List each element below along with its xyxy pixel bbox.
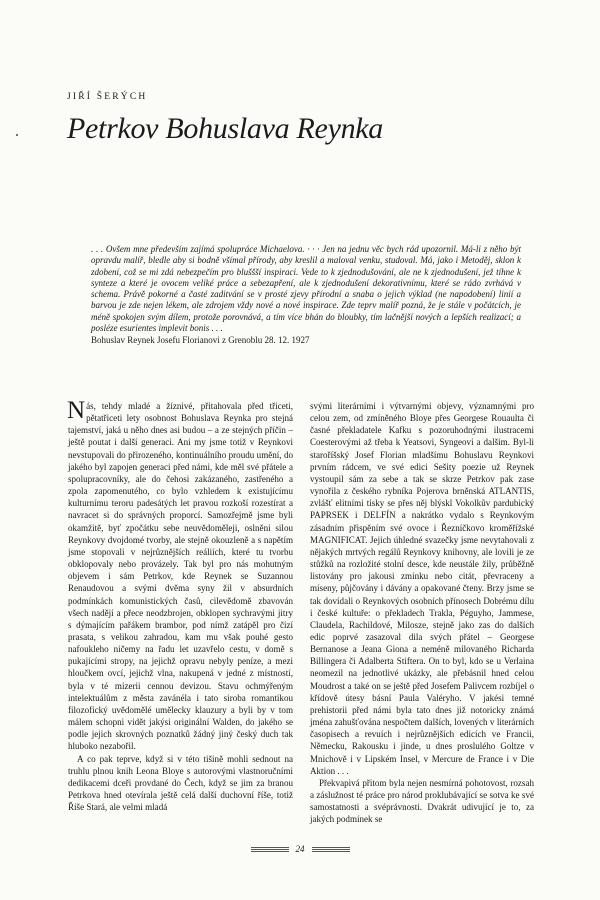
text-column-right (310, 400, 534, 825)
drop-cap: N (67, 397, 86, 424)
paragraph-text: ás, tehdy mladé a žíznivé, přitahovala před třiceti, pětatřiceti lety osobnost Bohuslava Reynka pro stejná tajemství, jaká u něho dnes asi budou – a ze stejných příčin – ještě poutat i další generaci. Ani my jsme totiž v Reynkovi nevstupovali do přirozeného, kontinuálního proudu umění, do jakého byl zapojen generaci před námi, kde měl své přátele a spolupracovníky, ale do čehosi zakázaného, zastřeného a zpola zapomenutého, co bylo vzhledem k existujícímu kulturnímu teroru padesátých let pravou rozkoší rozestírat a navracet si do správných proporcí. Samozřejmě jsme byli okamžitě, byť zpočátku sebe neuvědoměleji, oslněni silou Reynkovy dvojdomé tvorby, ale stejně okouzleně a s napětím jsme stopovali v nejrůznějších reáliích, které tu tvorbu obklopovaly nebo provázely. Tak byl pro nás mohutným objevem i sám Petrkov, kde Reynek se Suzannou Renaudovou a svými dvěma syny žil v absurdních podmínkách komunistických časů, cilevědomě zbavován všech nadějí a přece neodzbrojen, obklopen sychravými jitry s dýmajícím pařákem brambor, pod nímž zatápěl pro čízí prasata, s velikou zahradou, kam mu však pouhé gesto nafoukleho ničemy na řadu let uzavřelo cestu, v domě s pukajícími stropy, na jejichž opravu nebyly peníze, a mezi hloučkem ovcí, jejichž vlna, nakupená v jedné z místností, byla v té mizerii cennou devizou. Stavu ochmýřeným intelektuálům z města zavánéla i tato siroba romantikou filozofický uvědomělé umělecky klauzury a byli by v tom málem schopni vidět jakýsi originální Walden, do jakého se podle jejich skrovných poznatků žádný jiný český duch tak hluboko nezabořil. (68, 401, 293, 752)
paragraph (67, 397, 293, 753)
scan-speck (16, 134, 18, 136)
author-name: JIŘÍ ŠERÝCH (67, 92, 148, 102)
ornament-rule-left (251, 847, 289, 852)
paragraph: Překvapivá přitom byla nejen nesmírná pohotovost, rozsah a záslužnost té práce pro národ proklubávající se sotva ke své samostatnosti a svéprávnosti. Dvakrát udivující je to, za jakých podmínek se (310, 777, 534, 825)
paragraph: A co pak teprve, když si v této tišině mohli sednout na truhlu plnou knih Leona Bloye s autorovými vlastnoručními dedikacemi dceři provdané do Čech, když se jim za branou Petrkova hned otevírala ještě celá další duchovní říše, totiž Říše Stará, ale velmi mladá (68, 753, 293, 813)
epigraph (91, 244, 521, 347)
epigraph-signature: Bohuslav Reynek Josefu Florianovi z Grenoblu 28. 12. 1927 (91, 335, 310, 346)
article-title: Petrkov Bohuslava Reynka (67, 112, 384, 145)
text-column-left (67, 397, 293, 813)
epigraph-text: . . . Ovšem mne především zajímá spolupráce Michaelova. · · · Jen na jednu věc bych rád upozornil. Má-li z něho být opravdu malíř, bledle aby si bodně všímal přírody, aby kreslil a maloval venku, studoval. Má, jako i Metoděj, sklon k zdobení, což se mi zdá nebezpečím pro bluššší inspiraci. Vede to k zjednodušování, ale ne k zjednodušení, jež tíhne k synteze a které je ovocem veliké práce a sebezapření, ale k zjednodušení dekorativnímu, které se rádo zvrhává v schema. Právě pokorné a časté zaditvání se v prosté zjevy přírodní a snaba o jejich výklad (ne napodobení) linií a barvou je zde nejen lékem, ale zdrojem vždy nové a nové inspirace. Zde teprv malíř pozná, že je stále v počátcích, je méně spokojen svým dílem, protože porovnává, a tím více bhán do bloubky, tím lačnější nových a lepších realizací; a posléze esurientes implevit bonis . . . (91, 244, 521, 334)
page-number: 24 (295, 844, 305, 854)
ornament-rule-right (312, 847, 350, 852)
paragraph: svými literárními i výtvarnými objevy, významnými pro celou zem, od zmíněného Bloye přes Georgese Rouaulta či časné překladatele Kafku s pozoruhodnými ilustracemi Coesterovými až třeba k Yeatsovi, Syngeovi a dalším. Byl-li staroříšský Josef Florian mladšímu Bohuslavu Reynkovi prvním rádcem, ve své edici Sešity poezie už Reynek vystoupil sám za sebe a tak se skrze Petrkov pak zase vynořila z českého rybníka Pojerova brněnská ATLANTIS, zvlášť elitními tisky se přes něj blýskl Vokolkův pardubický PAPRSEK i DELFÍN a nakrátko vydalo s Reynkovým zásadním přispěním své ovoce i Řezníčkovo kroměřížské MAGNIFICAT. Jejich úhledné svazečky jsme nevytahovali z nějakých mrtvých regálů Reynkovy knihovny, ale lovili je ze stůžků na rozložité stolní desce, kde neustále žily, průběžně listovány pro jakousi zmínku nebo citát, převraceny a míseny, půjčovány i dávány a opakované čteny. Brzy jsme se tak dovídali o Reynkových osobních přínosech Dobrému dílu i české kultuře: o překladech Trakla, Péguyho, Jammese, Claudela, Rachildové, Milosze, stejně jako zas do dalších edic poprvé zasazoval dila svých přátel – Georgese Bernanose a Jeana Giona a neméně milovaného Richarda Billingera či Adalberta Stiftera. On to byl, kdo se u Verlaina neomezil na jednotlivé ukázky, ale přebásnil hned celou Moudrost a také on se ještě před Josefem Palivcem rozbíjel o křídově útesy básní Paula Valéryho. V jakési temné prehistorii před námi byla tato dnes již notoricky známá jména zahušťována nespočtem dalších, lovených v literárních časopisech a revuích i nejrůznějších edicích ve Francii, Německu, Rakousku i jinde, u dnes proslulého Goltze v Mnichově i v Lipském Insel, v Mercure de France i v Die Aktion . . . (310, 401, 534, 776)
page-footer (0, 844, 600, 854)
